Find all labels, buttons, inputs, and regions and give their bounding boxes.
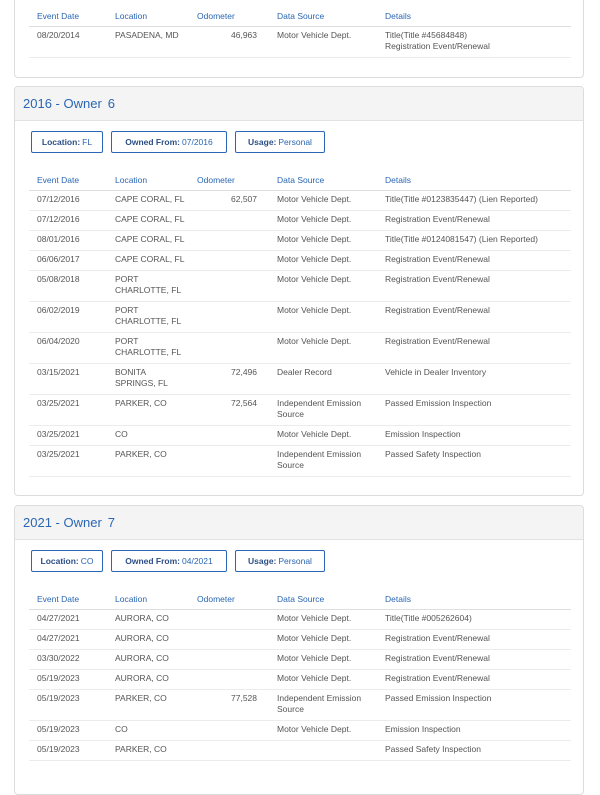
col-odometer: Odometer (197, 589, 277, 610)
cell-details: Title(Title #0124081547) (Lien Reported) (385, 231, 571, 251)
chip-value: CO (80, 556, 94, 566)
cell-data-source (277, 446, 385, 477)
cell-location-line: PORT (115, 305, 139, 315)
table-body (29, 610, 571, 761)
cell-data-source: Dealer Record (277, 364, 385, 395)
usage-chip[interactable] (235, 131, 325, 153)
cell-location: PARKER, CO (115, 741, 197, 761)
owner-6-history-table (29, 170, 571, 477)
cell-details: Registration Event/Renewal (385, 251, 571, 271)
table-row (29, 650, 571, 670)
cell-details: Registration Event/Renewal (385, 211, 571, 231)
table-row (29, 690, 571, 721)
table-row (29, 27, 571, 58)
cell-event-date: 03/25/2021 (29, 395, 115, 426)
cell-event-date: 05/19/2023 (29, 690, 115, 721)
cell-location-line: PORT (115, 274, 139, 284)
cell-event-date: 08/01/2016 (29, 231, 115, 251)
cell-details: Passed Emission Inspection (385, 690, 571, 721)
table-row (29, 446, 571, 477)
location-chip[interactable] (31, 550, 103, 572)
cell-data-source: Motor Vehicle Dept. (277, 333, 385, 364)
cell-details: Passed Emission Inspection (385, 395, 571, 426)
owned-from-chip[interactable] (111, 131, 227, 153)
cell-event-date: 04/27/2021 (29, 630, 115, 650)
chip-value: Personal (278, 556, 312, 566)
col-location: Location (115, 6, 197, 27)
cell-data-source (277, 690, 385, 721)
table-row (29, 231, 571, 251)
col-event-date: Event Date (29, 6, 115, 27)
col-event-date: Event Date (29, 589, 115, 610)
cell-odometer (197, 741, 277, 761)
table-row (29, 741, 571, 761)
table-body (29, 191, 571, 477)
cell-location-line: SPRINGS, FL (115, 378, 168, 388)
table-row (29, 426, 571, 446)
table-row (29, 191, 571, 211)
chip-value: 07/2016 (182, 137, 213, 147)
cell-data-source: Motor Vehicle Dept. (277, 426, 385, 446)
chip-key: Location: (41, 137, 81, 147)
cell-details: Emission Inspection (385, 426, 571, 446)
owner-number: 7 (107, 515, 116, 530)
cell-data-source: Motor Vehicle Dept. (277, 27, 385, 58)
cell-data-source-line: Source (277, 409, 304, 419)
cell-data-source (277, 395, 385, 426)
owner-label: - Owner (55, 96, 102, 111)
cell-details: Registration Event/Renewal (385, 630, 571, 650)
cell-data-source-line: Source (277, 460, 304, 470)
cell-odometer: 72,496 (197, 364, 277, 395)
cell-odometer: 72,564 (197, 395, 277, 426)
table-row (29, 271, 571, 302)
cell-event-date: 05/08/2018 (29, 271, 115, 302)
history-table-previous (29, 6, 571, 58)
cell-details-line: Registration Event/Renewal (385, 41, 490, 51)
cell-location: CAPE CORAL, FL (115, 191, 197, 211)
cell-event-date: 08/20/2014 (29, 27, 115, 58)
table-row (29, 610, 571, 630)
cell-location: PARKER, CO (115, 395, 197, 426)
cell-location-line: CHARLOTTE, FL (115, 347, 182, 357)
cell-odometer (197, 231, 277, 251)
col-details: Details (385, 589, 571, 610)
cell-event-date: 07/12/2016 (29, 211, 115, 231)
cell-location (115, 302, 197, 333)
chip-key: Owned From: (125, 556, 181, 566)
cell-data-source: Motor Vehicle Dept. (277, 610, 385, 630)
owner-7-history-table (29, 589, 571, 761)
cell-data-source-line: Independent Emission (277, 449, 362, 459)
table-row (29, 302, 571, 333)
owner-number: 6 (107, 96, 116, 111)
table-row (29, 211, 571, 231)
chip-value: 04/2021 (182, 556, 213, 566)
cell-event-date: 06/02/2019 (29, 302, 115, 333)
owner-label: - Owner (55, 515, 102, 530)
cell-odometer (197, 650, 277, 670)
col-odometer: Odometer (197, 170, 277, 191)
cell-details: Passed Safety Inspection (385, 741, 571, 761)
owner-6-header[interactable] (15, 87, 583, 121)
cell-location (115, 333, 197, 364)
cell-location: CAPE CORAL, FL (115, 231, 197, 251)
cell-details: Emission Inspection (385, 721, 571, 741)
table-row (29, 670, 571, 690)
cell-odometer (197, 446, 277, 477)
cell-odometer (197, 630, 277, 650)
table-row (29, 630, 571, 650)
cell-location: CAPE CORAL, FL (115, 211, 197, 231)
col-data-source: Data Source (277, 6, 385, 27)
cell-odometer (197, 251, 277, 271)
col-details: Details (385, 6, 571, 27)
cell-event-date: 06/04/2020 (29, 333, 115, 364)
cell-event-date: 04/27/2021 (29, 610, 115, 630)
cell-details: Registration Event/Renewal (385, 670, 571, 690)
owner-7-header[interactable] (15, 506, 583, 540)
col-location: Location (115, 589, 197, 610)
cell-location (115, 271, 197, 302)
cell-details (385, 27, 571, 58)
cell-data-source: Motor Vehicle Dept. (277, 630, 385, 650)
cell-data-source-line: Independent Emission (277, 693, 362, 703)
owner-year: 2021 (23, 515, 52, 530)
cell-event-date: 03/25/2021 (29, 446, 115, 477)
cell-odometer (197, 610, 277, 630)
cell-details: Registration Event/Renewal (385, 333, 571, 364)
cell-data-source-line: Independent Emission (277, 398, 362, 408)
cell-location (115, 364, 197, 395)
cell-odometer: 77,528 (197, 690, 277, 721)
col-data-source: Data Source (277, 589, 385, 610)
cell-location: PARKER, CO (115, 690, 197, 721)
cell-location: CO (115, 426, 197, 446)
cell-odometer (197, 271, 277, 302)
cell-odometer (197, 333, 277, 364)
cell-odometer (197, 426, 277, 446)
table-row (29, 251, 571, 271)
cell-location: AURORA, CO (115, 650, 197, 670)
col-odometer: Odometer (197, 6, 277, 27)
cell-details: Registration Event/Renewal (385, 302, 571, 333)
cell-data-source: Motor Vehicle Dept. (277, 271, 385, 302)
chip-key: Usage: (248, 556, 277, 566)
chip-key: Owned From: (125, 137, 181, 147)
cell-location: AURORA, CO (115, 670, 197, 690)
cell-event-date: 05/19/2023 (29, 741, 115, 761)
table-row (29, 721, 571, 741)
table-row (29, 333, 571, 364)
table-header-row (29, 6, 571, 27)
cell-odometer: 62,507 (197, 191, 277, 211)
cell-event-date: 06/06/2017 (29, 251, 115, 271)
table-header-row (29, 170, 571, 191)
cell-details: Title(Title #0123835447) (Lien Reported) (385, 191, 571, 211)
cell-details: Registration Event/Renewal (385, 271, 571, 302)
cell-odometer (197, 302, 277, 333)
cell-data-source: Motor Vehicle Dept. (277, 721, 385, 741)
cell-data-source: Motor Vehicle Dept. (277, 211, 385, 231)
cell-details: Passed Safety Inspection (385, 446, 571, 477)
location-chip[interactable] (31, 131, 103, 153)
cell-location: AURORA, CO (115, 610, 197, 630)
usage-chip[interactable] (235, 550, 325, 572)
table-row (29, 364, 571, 395)
cell-data-source: Motor Vehicle Dept. (277, 191, 385, 211)
chip-value: Personal (278, 137, 312, 147)
owner-7-chips (15, 540, 583, 576)
owner-year: 2016 (23, 96, 52, 111)
owner-6-card (14, 86, 584, 496)
cell-data-source: Motor Vehicle Dept. (277, 650, 385, 670)
cell-odometer (197, 211, 277, 231)
cell-data-source: Motor Vehicle Dept. (277, 302, 385, 333)
cell-location-line: CHARLOTTE, FL (115, 285, 182, 295)
cell-location: PASADENA, MD (115, 27, 197, 58)
cell-event-date: 07/12/2016 (29, 191, 115, 211)
owner-6-chips (15, 121, 583, 157)
cell-data-source: Motor Vehicle Dept. (277, 231, 385, 251)
cell-event-date: 03/25/2021 (29, 426, 115, 446)
chip-key: Location: (40, 556, 79, 566)
cell-event-date: 03/30/2022 (29, 650, 115, 670)
cell-event-date: 05/19/2023 (29, 670, 115, 690)
col-event-date: Event Date (29, 170, 115, 191)
table-header-row (29, 589, 571, 610)
history-card-previous-owner (14, 0, 584, 78)
cell-location: CAPE CORAL, FL (115, 251, 197, 271)
cell-location-line: PORT (115, 336, 139, 346)
cell-data-source-line: Source (277, 704, 304, 714)
cell-details: Registration Event/Renewal (385, 650, 571, 670)
col-data-source: Data Source (277, 170, 385, 191)
cell-location: AURORA, CO (115, 630, 197, 650)
cell-details-line: Title(Title #45684848) (385, 30, 468, 40)
chip-value: FL (82, 137, 93, 147)
cell-details: Vehicle in Dealer Inventory (385, 364, 571, 395)
chip-key: Usage: (248, 137, 277, 147)
cell-data-source: Motor Vehicle Dept. (277, 251, 385, 271)
cell-odometer (197, 670, 277, 690)
col-location: Location (115, 170, 197, 191)
owner-7-card (14, 505, 584, 795)
cell-odometer (197, 721, 277, 741)
cell-location-line: CHARLOTTE, FL (115, 316, 182, 326)
cell-location-line: BONITA (115, 367, 147, 377)
cell-data-source: Motor Vehicle Dept. (277, 670, 385, 690)
cell-event-date: 03/15/2021 (29, 364, 115, 395)
cell-location: PARKER, CO (115, 446, 197, 477)
owned-from-chip[interactable] (111, 550, 227, 572)
col-details: Details (385, 170, 571, 191)
cell-event-date: 05/19/2023 (29, 721, 115, 741)
table-row (29, 395, 571, 426)
cell-details: Title(Title #005262604) (385, 610, 571, 630)
cell-odometer: 46,963 (197, 27, 277, 58)
table-body (29, 27, 571, 58)
cell-location: CO (115, 721, 197, 741)
cell-data-source (277, 741, 385, 761)
